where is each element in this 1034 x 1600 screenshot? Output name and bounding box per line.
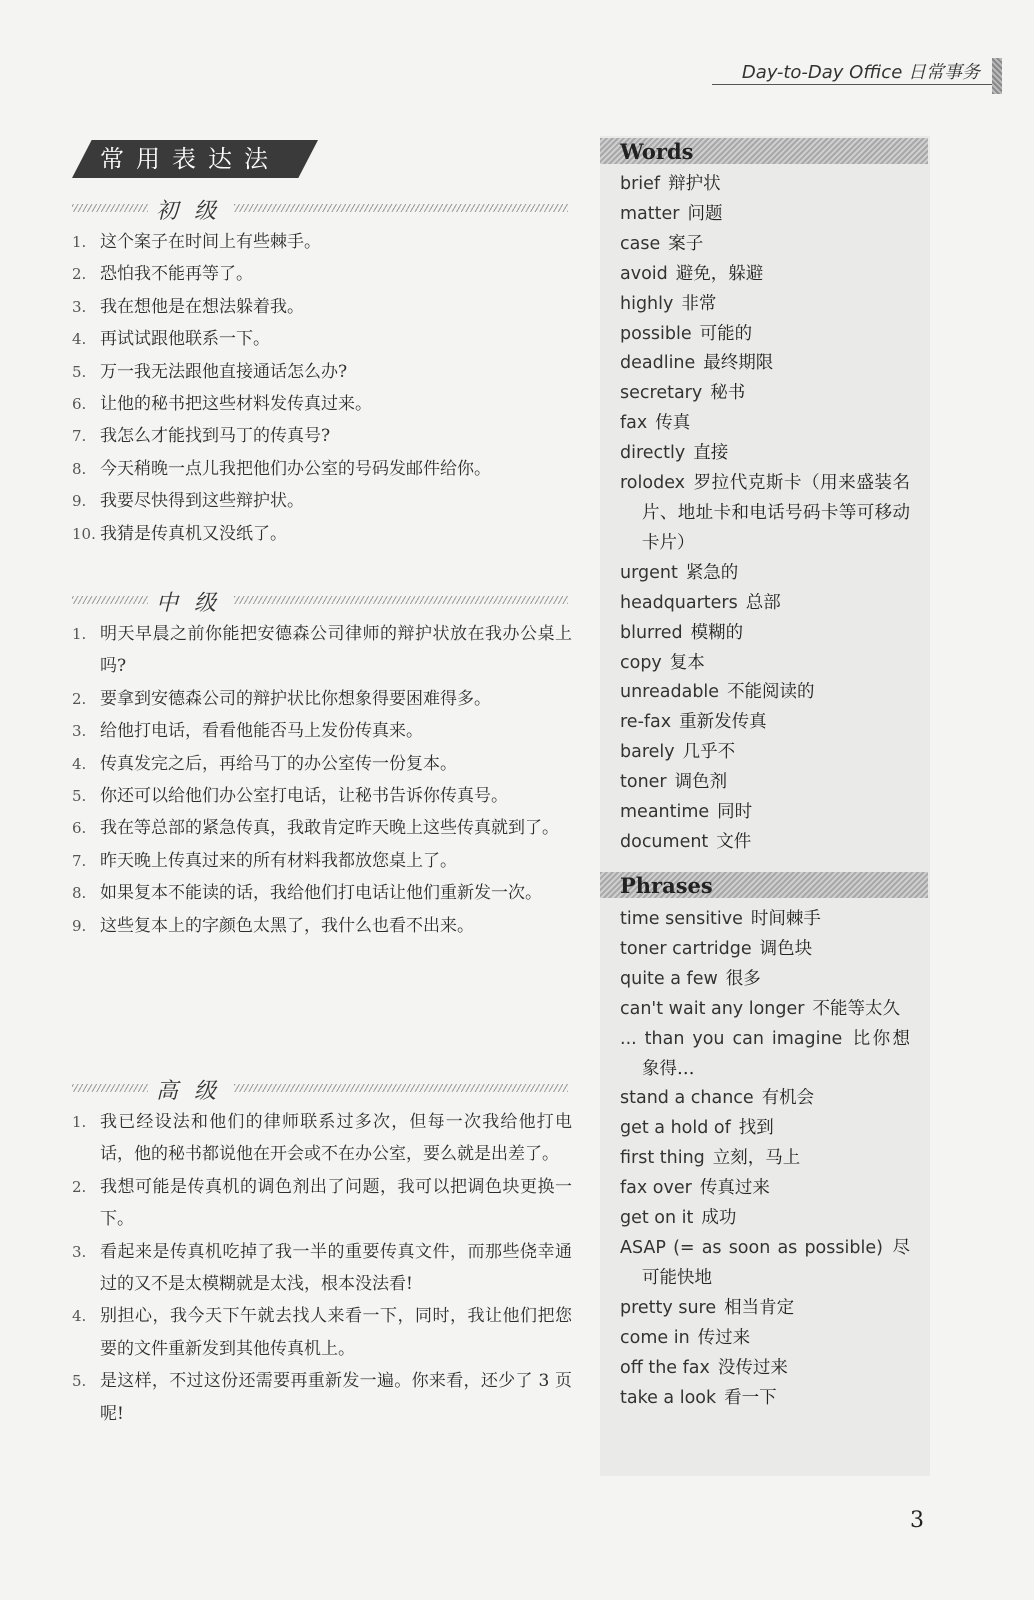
- word-zh: 问题: [687, 203, 723, 224]
- expression-list-advanced: [72, 1106, 572, 1430]
- phrase-zh: 时间棘手: [750, 909, 821, 929]
- expression-list-intermediate: [72, 618, 572, 942]
- item-text: 恐怕我不能再等了。: [100, 264, 253, 285]
- word-entry: [620, 290, 910, 320]
- word-en: directly: [620, 443, 686, 464]
- item-number: 4.: [72, 754, 87, 773]
- item-number: 3.: [72, 722, 87, 741]
- word-entry: [620, 439, 910, 469]
- word-zh: 最终期限: [703, 353, 774, 374]
- word-zh: 重新发传真: [679, 712, 767, 733]
- item-number: 6.: [72, 819, 87, 838]
- level-rule: [72, 596, 148, 604]
- list-item: [72, 812, 572, 844]
- item-text: 我在想他是在想法躲着我。: [100, 296, 304, 317]
- item-text: 再试试跟他联系一下。: [100, 329, 270, 350]
- list-item: [72, 1236, 572, 1301]
- words-heading: Words: [620, 139, 694, 164]
- phrase-entry: [620, 905, 910, 935]
- item-number: 2.: [72, 1177, 87, 1196]
- phrase-zh: 成功: [701, 1208, 737, 1229]
- level-rule: [72, 1084, 148, 1092]
- item-text: 别担心，我今天下午就去找人来看一下，同时，我让他们把您要的文件重新发到其他传真机上。: [100, 1306, 572, 1359]
- word-zh: 总部: [745, 592, 781, 613]
- word-en: meantime: [620, 802, 710, 823]
- word-en: blurred: [620, 622, 683, 643]
- phrase-zh: 相当肯定: [724, 1297, 795, 1318]
- phrase-entry: [620, 1354, 910, 1384]
- phrase-en: ... than you can imagine: [620, 1028, 843, 1049]
- item-text: 是这样，不过这份还需要再重新发一遍。你来看，还少了 3 页呢!: [100, 1371, 572, 1424]
- page-edge-tab: [992, 58, 1002, 94]
- phrase-entry: [620, 1204, 910, 1234]
- item-text: 我怎么才能找到马丁的传真号?: [100, 426, 331, 447]
- list-item: [72, 845, 572, 877]
- page-number: 3: [910, 1508, 924, 1533]
- item-number: 6.: [72, 395, 87, 414]
- phrase-en: stand a chance: [620, 1088, 754, 1109]
- word-zh: 复本: [669, 652, 705, 673]
- item-text: 我想可能是传真机的调色剂出了问题，我可以把调色块更换一下。: [100, 1176, 572, 1230]
- word-zh: 模糊的: [690, 622, 744, 643]
- list-item: [72, 388, 572, 420]
- list-item: [72, 453, 572, 485]
- word-en: case: [620, 233, 661, 254]
- phrase-en: get on it: [620, 1208, 694, 1229]
- word-zh: 辩护状: [668, 174, 721, 194]
- level-rule: [234, 1084, 568, 1092]
- item-number: 9.: [72, 916, 87, 935]
- phrase-en: quite a few: [620, 968, 718, 989]
- phrase-entry: [620, 1384, 910, 1414]
- item-text: 我要尽快得到这些辩护状。: [100, 491, 304, 512]
- level-rule: [234, 204, 568, 212]
- word-en: headquarters: [620, 592, 738, 613]
- item-number: 5.: [72, 1372, 87, 1391]
- level-heading-advanced: [72, 1074, 568, 1104]
- word-entry: [620, 559, 910, 589]
- word-en: brief: [620, 174, 661, 194]
- phrase-en: get a hold of: [620, 1118, 731, 1139]
- list-item: [72, 618, 572, 683]
- item-text: 明天早晨之前你能把安德森公司律师的辩护状放在我办公桌上吗?: [100, 624, 572, 677]
- phrase-zh: 看一下: [724, 1387, 777, 1408]
- word-zh: 秘书: [710, 383, 746, 404]
- phrase-zh: 比你想象得…: [642, 1028, 910, 1079]
- list-item: [72, 683, 572, 715]
- item-text: 万一我无法跟他直接通话怎么办?: [100, 361, 348, 382]
- list-item: [72, 748, 572, 780]
- item-number: 8.: [72, 459, 87, 478]
- item-text: 今天稍晚一点儿我把他们办公室的号码发邮件给你。: [100, 458, 491, 479]
- item-number: 5.: [72, 362, 87, 381]
- section-banner: [72, 140, 318, 178]
- running-header-title: Day-to-Day Office 日常事务: [741, 62, 980, 83]
- word-zh: 调色剂: [674, 772, 728, 793]
- word-entry: [620, 619, 910, 649]
- phrase-zh: 尽可能快地: [642, 1237, 911, 1288]
- word-zh: 几乎不: [682, 742, 736, 763]
- phrase-en: fax over: [620, 1178, 692, 1199]
- phrases-list: [620, 905, 910, 1413]
- list-item: [72, 291, 572, 323]
- item-number: 1.: [72, 1113, 87, 1131]
- phrase-entry: [620, 1025, 910, 1085]
- list-item: [72, 1300, 572, 1365]
- word-en: rolodex: [620, 473, 686, 494]
- phrase-en: toner cartridge: [620, 938, 752, 959]
- phrase-en: come in: [620, 1327, 690, 1348]
- list-item: [72, 877, 572, 909]
- phrase-entry: [620, 1174, 910, 1204]
- word-zh: 传真: [655, 413, 691, 434]
- level-heading-intermediate: [72, 586, 568, 616]
- word-entry: [620, 260, 910, 290]
- list-item: [72, 1106, 572, 1171]
- phrase-en: take a look: [620, 1387, 717, 1408]
- word-en: copy: [620, 652, 662, 673]
- word-zh: 可能的: [699, 323, 753, 344]
- item-number: 2.: [72, 265, 87, 284]
- item-text: 要拿到安德森公司的辩护状比你想象得要困难得多。: [100, 688, 491, 709]
- word-en: avoid: [620, 263, 668, 284]
- item-text: 传真发完之后，再给马丁的办公室传一份复本。: [100, 753, 457, 774]
- list-item: [72, 420, 572, 452]
- list-item: [72, 1365, 572, 1430]
- item-number: 4.: [72, 330, 87, 349]
- word-entry: [620, 320, 910, 350]
- word-en: highly: [620, 293, 674, 314]
- word-entry: [620, 649, 910, 679]
- item-text: 我猜是传真机又没纸了。: [100, 523, 287, 544]
- item-number: 7.: [72, 427, 87, 446]
- phrases-heading-bar: [600, 872, 928, 898]
- list-item: [72, 356, 572, 388]
- word-zh: 案子: [668, 233, 704, 254]
- phrases-heading: Phrases: [620, 873, 713, 898]
- word-en: secretary: [620, 383, 703, 404]
- word-zh: 避免，躲避: [675, 263, 764, 284]
- list-item: [72, 518, 572, 550]
- phrase-zh: 调色块: [759, 938, 813, 959]
- list-item: [72, 226, 572, 258]
- word-entry: [620, 170, 910, 200]
- level-rule: [234, 596, 568, 604]
- phrase-en: time sensitive: [620, 909, 743, 929]
- phrase-zh: 有机会: [761, 1088, 815, 1109]
- phrase-entry: [620, 1234, 910, 1294]
- word-entry: [620, 200, 910, 230]
- phrase-entry: [620, 935, 910, 965]
- list-item: [72, 780, 572, 812]
- word-en: barely: [620, 742, 675, 763]
- item-number: 2.: [72, 689, 87, 708]
- level-label: 中级: [156, 591, 233, 616]
- item-number: 8.: [72, 884, 87, 903]
- item-text: 这个案子在时间上有些棘手。: [100, 232, 321, 252]
- word-entry: [620, 230, 910, 260]
- item-text: 你还可以给他们办公室打电话，让秘书告诉你传真号。: [100, 786, 508, 807]
- list-item: [72, 485, 572, 517]
- item-number: 3.: [72, 297, 87, 316]
- phrase-entry: [620, 1084, 910, 1114]
- item-text: 如果复本不能读的话，我给他们打电话让他们重新发一次。: [100, 883, 542, 904]
- phrase-entry: [620, 1114, 910, 1144]
- word-en: toner: [620, 772, 667, 793]
- word-en: possible: [620, 323, 692, 344]
- word-entry: [620, 589, 910, 619]
- level-label: 初级: [156, 199, 233, 224]
- section-title: 常用表达法: [100, 145, 280, 173]
- item-text: 我在等总部的紧急传真，我敢肯定昨天晚上这些传真就到了。: [100, 818, 559, 839]
- phrase-entry: [620, 1324, 910, 1354]
- word-en: deadline: [620, 353, 696, 374]
- word-en: urgent: [620, 562, 678, 583]
- phrase-zh: 找到: [738, 1118, 774, 1139]
- running-header: [712, 58, 1002, 85]
- item-text: 昨天晚上传真过来的所有材料我都放您桌上了。: [100, 850, 457, 871]
- phrase-en: pretty sure: [620, 1297, 717, 1318]
- word-entry: [620, 828, 910, 858]
- word-en: re-fax: [620, 712, 672, 733]
- word-en: fax: [620, 413, 648, 434]
- phrase-zh: 传过来: [697, 1327, 751, 1348]
- word-en: document: [620, 831, 709, 852]
- phrase-en: ASAP (= as soon as possible): [620, 1237, 883, 1258]
- list-item: [72, 910, 572, 942]
- word-entry: [620, 349, 910, 379]
- word-en: unreadable: [620, 682, 720, 703]
- word-entry: [620, 708, 910, 738]
- word-zh: 直接: [693, 443, 729, 464]
- phrase-entry: [620, 1144, 910, 1174]
- phrase-zh: 立刻，马上: [712, 1148, 801, 1169]
- expression-list-beginner: [72, 226, 572, 550]
- phrase-entry: [620, 1294, 910, 1324]
- word-entry: [620, 798, 910, 828]
- word-entry: [620, 768, 910, 798]
- item-number: 9.: [72, 492, 87, 511]
- word-zh: 非常: [681, 293, 717, 314]
- word-zh: 紧急的: [685, 562, 739, 583]
- word-entry: [620, 738, 910, 768]
- level-label: 高级: [156, 1079, 233, 1104]
- word-zh: 文件: [716, 831, 752, 852]
- word-entry: [620, 469, 910, 559]
- list-item: [72, 715, 572, 747]
- item-number: 1.: [72, 233, 87, 251]
- item-number: 10.: [72, 524, 96, 543]
- phrase-zh: 不能等太久: [812, 998, 900, 1019]
- item-number: 5.: [72, 787, 87, 806]
- phrase-entry: [620, 965, 910, 995]
- item-text: 这些复本上的字颜色太黑了，我什么也看不出来。: [100, 915, 474, 936]
- word-entry: [620, 409, 910, 439]
- phrase-zh: 传真过来: [699, 1178, 770, 1199]
- list-item: [72, 323, 572, 355]
- phrase-en: off the fax: [620, 1357, 710, 1378]
- word-entry: [620, 379, 910, 409]
- list-item: [72, 258, 572, 290]
- word-entry: [620, 678, 910, 708]
- item-text: 让他的秘书把这些材料发传真过来。: [100, 394, 372, 415]
- item-text: 看起来是传真机吃掉了我一半的重要传真文件，而那些侥幸通过的又不是太模糊就是太浅，根本没法看!: [100, 1241, 572, 1295]
- item-text: 我已经设法和他们的律师联系过多次，但每一次我给他打电话，他的秘书都说他在开会或不在办公室，要么就是出差了。: [100, 1112, 572, 1165]
- phrase-en: can't wait any longer: [620, 998, 805, 1019]
- phrase-en: first thing: [620, 1148, 705, 1169]
- phrase-entry: [620, 995, 910, 1025]
- phrase-zh: 很多: [725, 968, 761, 989]
- words-list: [620, 170, 910, 858]
- phrase-zh: 没传过来: [717, 1357, 788, 1378]
- item-number: 4.: [72, 1307, 87, 1326]
- item-number: 3.: [72, 1242, 87, 1261]
- word-en: matter: [620, 203, 680, 224]
- item-number: 7.: [72, 851, 87, 870]
- item-number: 1.: [72, 625, 87, 643]
- item-text: 给他打电话，看看他能否马上发份传真来。: [100, 721, 423, 742]
- words-heading-bar: [600, 138, 928, 164]
- list-item: [72, 1171, 572, 1236]
- level-rule: [72, 204, 148, 212]
- word-zh: 同时: [717, 802, 753, 823]
- word-zh: 罗拉代克斯卡（用来盛装名片、地址卡和电话号码卡等可移动卡片）: [642, 473, 910, 553]
- word-zh: 不能阅读的: [727, 682, 815, 703]
- level-heading-beginner: [72, 194, 568, 224]
